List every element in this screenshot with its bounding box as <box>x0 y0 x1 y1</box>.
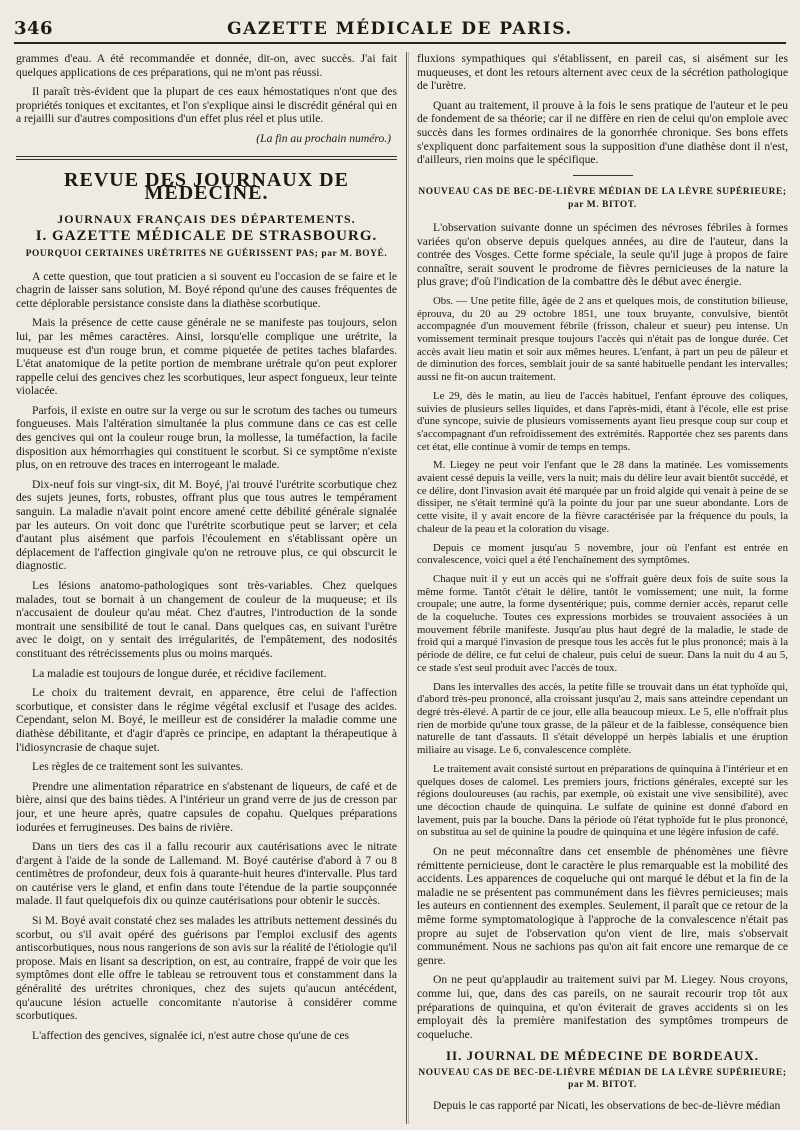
left-intro-paragraph-2: Il paraît très-évident que la plupart de ces eaux hémostatiques n'ont que des propriétés toniques et excitantes, et l'on s'explique ainsi le discrédit général qui en a rejailli sur d'autres compositions d'un effet plus réel et plus utile. <box>16 85 397 126</box>
to-be-continued-note: (La fin au prochain numéro.) <box>256 131 391 145</box>
article-heading-bitot: NOUVEAU CAS DE BEC-DE-LIÈVRE MÉDIAN DE LA LÈVRE SUPÉRIEURE; par M. BITOT. <box>418 1067 787 1090</box>
case-paragraph: Obs. — Une petite fille, âgée de 2 ans et quelques mois, de constitution bilieuse, éprouva, du 20 au 29 octobre 1851, une toux bruyante, convulsive, bientôt accompagnée d'un mouvement fébrile (frisson, chaleur et sueur) peu intense. Un vomissement terminait presque toujours l'accès qui n'était pas de longue durée. Cet accès avait lieu matin et soir aux mêmes heures. L'enfant, à part un peu de pâleur et de diminution des forces, semblait jouir de sa santé habituelle pendant les intervalles; aussi ne fit-on aucun traitement. <box>417 294 788 384</box>
page-number: 346 <box>14 18 54 39</box>
case-paragraph: Le 29, dès le matin, au lieu de l'accès habituel, l'enfant éprouve des coliques, suivies de plusieurs selles liquides, et dans l'après-midi, étant à l'école, elle est prise d'une syncope, suivie de plusieurs vomissements ayant lieu presque coup sur coup et s'accompagnant d'un refroidissement des extrémités. Rapportée chez ses parents dans cet état, elle continue à vomir de temps en temps. <box>417 389 788 453</box>
article-paragraph: Les lésions anatomo-pathologiques sont très-variables. Chez quelques malades, tout se bornait à un changement de couleur de la muqueuse; et ils n'accusaient de douleur qu'au méat. Chez d'autres, l'introduction de la sonde montrait une sensibilité de tout le canal. Dans quelques cas, en suivant l'urètre avec le doigt, on y sentait des irrégularités, de l'empâtement, des nodosités constituant des rétrécissements plus ou moins marqués. <box>16 579 397 660</box>
section-divider <box>16 156 397 160</box>
case-paragraph: Le traitement avait consisté surtout en préparations de quinquina à l'intérieur et en quelques doses de calomel. Les premiers jours, frictions générales, excepté sur les régions douloureuses (au rachis, par exemple, où existait une vive sensibilité), avec une décoction chaude de quinquina. Le sulfate de quinine est donné d'abord en lavement, puis par la bouche. Dans la période où l'état typhoïde fut le plus prononcé, on substitua au sel de quinine la poudre de quinquina et une légère infusion de café. <box>417 762 788 839</box>
article-paragraph: Le choix du traitement devrait, en apparence, être celui de l'affection scorbutique, et consister dans le régime végétal exclusif et l'usage des acides. Cependant, selon M. Boyé, le meilleur est de considérer la maladie comme une diathèse débilitante, et d'agir d'après ce principe, en adaptant la thérapeutique à l'idiosyncrasie de chaque sujet. <box>16 686 397 754</box>
case-paragraph: Chaque nuit il y eut un accès qui ne s'offrait guère deux fois de suite sous la même forme. Tantôt c'était le délire, tantôt le vomissement; une nuit, la forme croupale; une autre, la forme dysentérique; puis, comme dernier accès, reparut celle de la coqueluche. Toutes ces expressions morbides se trouvaient associées à un mouvement fébrile manifeste. Jusqu'au plus haut degré de la maladie, le stade de froid qui a marqué l'invasion de presque tous les accès fut le plus prononcé; mais à la période de délire, ce fut celui de chaleur, puis celui de sueur. Dans la nuit du 4 au 5, ce stade s'est seul produit avec l'accès de toux. <box>417 572 788 674</box>
left-column <box>16 52 397 1124</box>
right-intro-paragraph-1: fluxions sympathiques qui s'établissent, en pareil cas, si aisément sur les muqueuses, et dont les retours alternent avec ceux de la sécrétion pathologique de l'urètre. <box>417 52 788 93</box>
article-paragraph: L'affection des gencives, signalée ici, n'est autre chose qu'une de ces <box>32 1028 350 1042</box>
article-paragraph: Si M. Boyé avait constaté chez ses malades les attributs nettement dessinés du scorbut, ou s'il avait opéré des guérisons par l'emploi exclusif des agents antiscorbutiques, nous nous rangerions de son avis sur la réalité de l'étiologie qu'il propose. Mais en lisant sa description, on est, au contraire, frappé de voir que les symptômes dont elle offre le tableau se retrouvent tous et constamment dans la généralité des urétrites chroniques, chez des sujets qu'aucun antécédent, qu'aucune lésion actuelle concomitante n'autorise à considérer comme scorbutiques. <box>16 914 397 1023</box>
journal-title-strasbourg: I. GAZETTE MÉDICALE DE STRASBOURG. <box>35 228 378 245</box>
article-paragraph: Mais la présence de cette cause générale ne se manifeste pas toujours, selon lui, par les mêmes caractères. Ainsi, lorsqu'elle complique une urétrite, la muqueuse est d'un rouge brun, et comme piquetée de petites taches blafardes. L'état anatomique de la petite portion de membrane urétrale qu'on peut explorer rappelle celui des gencives chez les scorbutiques, leur aspect fongueux, leur teinte violacée. <box>16 316 397 398</box>
case-paragraph: M. Liegey ne peut voir l'enfant que le 28 dans la matinée. Les vomissements avaient cessé depuis la veille, vers la nuit; mais du délire leur avait bientôt succédé, et ce délire, dont l'invasion avait été marquée par un froid algide qui venait à peine de se dissiper, ne s'était terminé qu'à la pointe du jour par une sueur abondante. Lors de cette visite, il y avait encore de la fièvre caractérisée par la fréquence du pouls, la chaleur de la peau et la coloration du visage. <box>417 459 788 535</box>
article-heading-liegey: NOUVEAU CAS DE BEC-DE-LIÈVRE MÉDIAN DE LA LÈVRE SUPÉRIEURE; par M. BITOT. <box>418 186 787 211</box>
case-paragraph: Dans les intervalles des accès, la petite fille se trouvait dans un état typhoïde qui, d'abord très-peu prononcé, alla croissant jusqu'au 2, mais sans atteindre cependant un degré très-élevé. A partir de ce jour, elle alla beaucoup mieux. Le 5, elle n'offrait plus rien de morbide qu'une toux grasse, de la pâleur et de la faiblesse, conséquence bien naturelle de tant d'assauts. Il s'était développé un herpès labialis et une éruption miliaire au visage. Le 6, convalescence complète. <box>417 680 788 757</box>
journal-title-bordeaux: II. JOURNAL DE MÉDECINE DE BORDEAUX. <box>445 1048 759 1064</box>
discussion-paragraph: On ne peut méconnaître dans cet ensemble de phénomènes une fièvre rémittente pernicieuse, dont le caractère le plus remarquable est la mobilité des accidents. Les apparences de coqueluche qui ont marqué le début et la fin de la maladie ne se présentent pas communément dans les fièvres pernicieuses; mais les auteurs en contiennent des exemples. Seulement, il paraît que ce retour de la même forme symptomatologique à l'approche de la convalescence n'était pas propre au sujet de l'observation qu'on vient de lire, mais s'observait communément. Nous ne sachions pas qu'on ait fait encore une remarque de ce genre. <box>417 845 788 967</box>
right-column <box>417 52 788 1124</box>
case-paragraph: Depuis ce moment jusqu'au 5 novembre, jour où l'enfant est entrée en convalescence, voici quel a été l'enchaînement des symptômes. <box>417 541 788 567</box>
article-paragraph: La maladie est toujours de longue durée, et récidive facilement. <box>32 666 327 680</box>
page-header <box>14 18 786 44</box>
article-heading-boye: POURQUOI CERTAINES URÉTRITES NE GUÉRISSENT PAS; par M. BOYÉ. <box>25 248 388 259</box>
discussion-paragraph: On ne peut qu'applaudir au traitement suivi par M. Liegey. Nous croyons, comme lui, que, dans des cas pareils, on ne saurait recourir trop tôt aux préparations de quinquina, et qu'on éviterait de graves accidents si on les employait dès la première manifestation des symptômes trompeurs de coqueluche. <box>417 973 788 1041</box>
section-title: REVUE DES JOURNAUX DE MÉDECINE. <box>64 168 349 205</box>
article-paragraph: Prendre une alimentation réparatrice en s'abstenant de liqueurs, de café et de bière, ainsi que des bains tièdes. A l'intérieur un grand verre de jus de cresson par jour, et une heure après, quatre capsules de copahu. Quelques préparations iodurées et ferrugineuses. Des bains de rivière. <box>16 779 397 834</box>
article-paragraph: Dix-neuf fois sur vingt-six, dit M. Boyé, j'ai trouvé l'urétrite scorbutique chez des sujets jeunes, forts, robustes, offrant plus que tous autres le tempérament sanguin. La maladie n'avait point encore amené cette débilité générale signalée par les auteurs. On voit donc que l'urétrite scorbutique peut se larver; et cela d'autant plus aisément que parfois l'écoulement en s'établissant opère un déplacement de l'affection gingivale qu'on ne retrouve plus, ce qui obscurcit le diagnostic. <box>16 477 397 573</box>
closing-paragraph: Depuis le cas rapporté par Nicati, les observations de bec-de-lièvre médian <box>433 1098 781 1112</box>
article-paragraph: Parfois, il existe en outre sur la verge ou sur le scrotum des taches ou tumeurs fongueuses. Mais l'altération simultanée la plus commune dans ce cas est celle des gencives qui ont la couleur rouge brun, la mollesse, la tuméfaction, la facile disposition aux hémorrhagies qui constituent le scorbut. Si ce symptôme n'existe plus, on en retrouve des traces en interrogeant le malade. <box>16 403 397 472</box>
left-intro-paragraph-1: grammes d'eau. A été recommandée et donnée, dit-on, avec succès. J'ai fait quelques applications de ces préparations, qui ne m'ont pas réussi. <box>16 52 397 79</box>
subsection-title: JOURNAUX FRANÇAIS DES DÉPARTEMENTS. <box>57 211 356 226</box>
right-intro-paragraph-2: Quant au traitement, il prouve à la fois le sens pratique de l'auteur et le peu de fondement de sa théorie; car il ne diffère en rien de celui qu'on emploie avec succès dans les formes ordinaires de la gonorrhée chronique. Ses bons effets s'expliquent donc parfaitement sous la supposition d'une diathèse dont il n'est, d'ailleurs, rien moins que le spécifique. <box>417 98 788 167</box>
page-title: GAZETTE MÉDICALE DE PARIS. <box>227 19 573 39</box>
article-paragraph: A cette question, que tout praticien a si souvent eu l'occasion de se faire et le chagrin de laisser sans solution, M. Boyé répond qu'une des causes fréquentes de cette déplorable persistance consiste dans la diathèse scorbutique. <box>16 269 397 310</box>
lead-paragraph: L'observation suivante donne un spécimen des névroses fébriles à formes variées qu'on observe depuis quelques années, au dire de l'auteur, dans la contrée des Vosges. Cette forme spéciale, la seule qu'il juge à propos de faire connaître, serait souvent le prodrome de fièvres pernicieuses de la nature la plus grave; d'où l'indication de la combattre dès le début avec énergie. <box>417 220 788 289</box>
article-paragraph: Les règles de ce traitement sont les suivantes. <box>32 760 244 774</box>
article-paragraph: Dans un tiers des cas il a fallu recourir aux cautérisations avec le nitrate d'argent à l'aide de la sonde de Lallemand. M. Boyé cautérise d'abord à 7 ou 8 centimètres de profondeur, deux fois à quarante-huit heures d'intervalle. Plus tard on cautérise vers le gland, et enfin dans toute l'étendue de la partie soupçonnée malade. Il faut quelquefois dix ou quinze cautérisations pour obtenir le succès. <box>16 840 397 908</box>
article-separator <box>573 175 633 176</box>
column-divider <box>406 52 407 1124</box>
